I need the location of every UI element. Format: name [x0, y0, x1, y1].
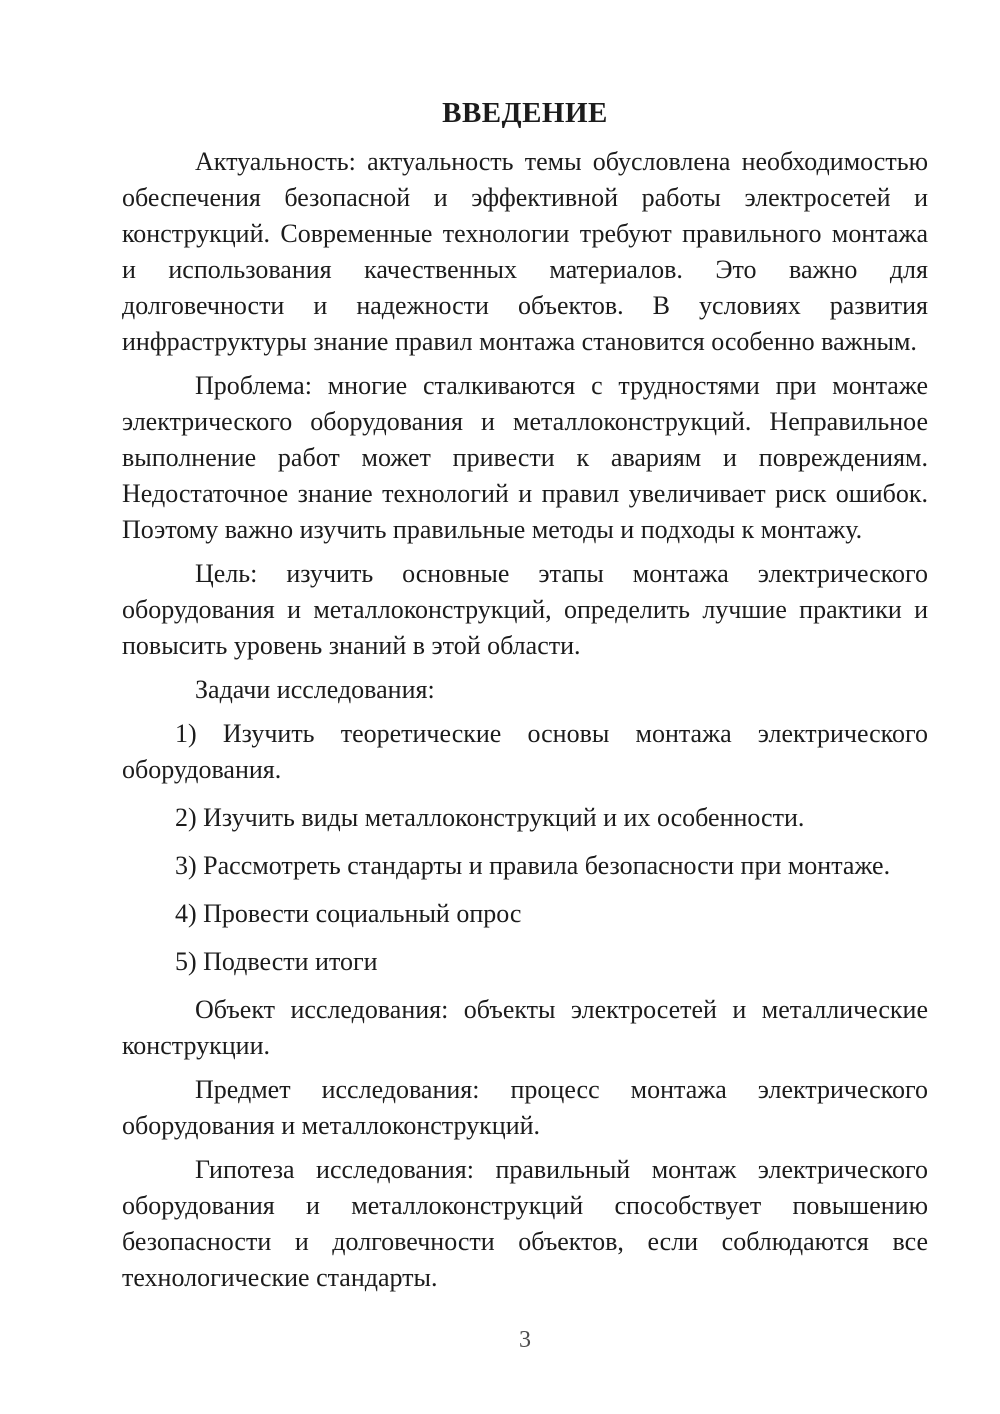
page-title: ВВЕДЕНИЕ — [442, 97, 608, 129]
tasks-heading: Задачи исследования: — [195, 675, 435, 704]
task-item-1: 1) Изучить теоретические основы монтажа электрического оборудования. — [122, 719, 928, 784]
paragraph-relevance: Актуальность: актуальность темы обусловлена необходимостью обеспечения безопасной и эффективной работы электросетей и конструкций. Современные технологии требуют правильного монтажа и использования качественных материалов. Это важно для долговечности и надежности объектов. В условиях развития инфраструктуры знание правил монтажа становится особенно важным. — [122, 147, 928, 356]
paragraph-goal: Цель: изучить основные этапы монтажа электрического оборудования и металлоконструкций, определить лучшие практики и повысить уровень знаний в этой области. — [122, 559, 928, 660]
task-item-3: 3) Рассмотреть стандарты и правила безопасности при монтаже. — [175, 851, 891, 880]
page-footer — [122, 1326, 928, 1354]
page-number: 3 — [519, 1327, 531, 1353]
task-item-4: 4) Провести социальный опрос — [175, 899, 522, 928]
task-item-5: 5) Подвести итоги — [175, 947, 378, 976]
task-item-2: 2) Изучить виды металлоконструкций и их особенности. — [175, 803, 805, 832]
paragraph-problem: Проблема: многие сталкиваются с трудностями при монтаже электрического оборудования и металлоконструкций. Неправильное выполнение работ может привести к авариям и повреждениям. Недостаточное знание технологий и правил увеличивает риск ошибок. Поэтому важно изучить правильные методы и подходы к монтажу. — [122, 371, 928, 544]
paragraph-hypothesis: Гипотеза исследования: правильный монтаж электрического оборудования и металлоконструкций способствует повышению безопасности и долговечности объектов, если соблюдаются все технологические стандарты. — [122, 1155, 928, 1292]
document-content — [122, 94, 928, 1304]
paragraph-subject: Предмет исследования: процесс монтажа электрического оборудования и металлоконструкций. — [122, 1075, 928, 1140]
paragraph-object: Объект исследования: объекты электросетей и металлические конструкции. — [122, 995, 928, 1060]
